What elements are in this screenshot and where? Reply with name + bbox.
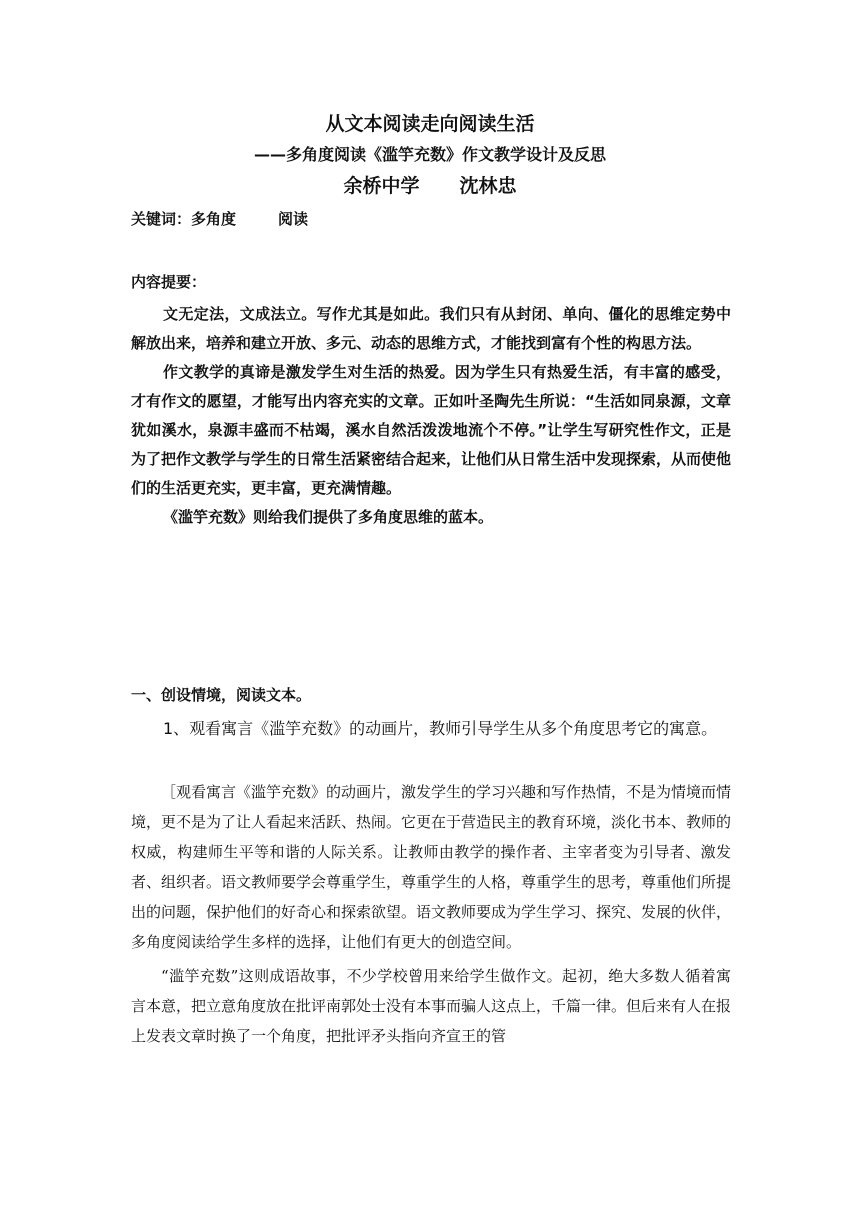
school-name: 余桥中学 bbox=[343, 175, 420, 197]
document-subtitle: ——多角度阅读《滥竽充数》作文教学设计及反思 bbox=[253, 145, 606, 164]
keyword-1: 多角度 bbox=[191, 210, 237, 228]
body-paragraph: “滥竽充数”这则成语故事，不少学校曾用来给学生做作文。起初，绝大多数人循着寓言本意，把立意角度放在批评南郭处士没有本事而骗人这点上，千篇一律。但后来有人在报上发表文章时换了一个角度，把批评矛头指向齐宣王的管 bbox=[131, 967, 732, 1045]
abstract-label: 内容提要： bbox=[131, 273, 207, 291]
body-paragraph: ［观看寓言《滥竽充数》的动画片，激发学生的学习兴趣和写作热情，不是为情境而情境，更不是为了让人看起来活跃、热闹。它更在于营造民主的教育环境，淡化书本、教师的权威，构建师生平等和谐的人际关系。让教师由教学的操作者、主宰者变为引导者、激发者、组织者。语文教师要学会尊重学生，尊重学生的人格，尊重学生的思考，尊重他们所提出的问题，保护他们的好奇心和探索欲望。语文教师要成为学生学习、探究、发展的伙伴，多角度阅读给学生多样的选择，让他们有更大的创造空间。 bbox=[131, 783, 732, 951]
abstract-paragraph: 《滥竽充数》则给我们提供了多角度思维的蓝本。 bbox=[163, 508, 494, 526]
author-name: 沈林忠 bbox=[459, 175, 517, 197]
abstract-paragraph: 作文教学的真谛是激发学生对生活的热爱。因为学生只有热爱生活，有丰富的感受，才有作文的愿望，才能写出内容充实的文章。正如叶圣陶先生所说：“生活如同泉源，文章犹如溪水，泉源丰盛而不枯竭，溪水自然活泼泼地流个不停。”让学生写研究性作文，正是为了把作文教学与学生的日常生活紧密结合起来，让他们从日常生活中发现探索，从而使他们的生活更充实，更丰富，更充满情趣。 bbox=[131, 363, 732, 497]
keywords-label: 关键词： bbox=[131, 210, 192, 228]
abstract-paragraph: 文无定法，文成法立。写作尤其是如此。我们只有从封闭、单向、僵化的思维定势中解放出来，培养和建立开放、多元、动态的思维方式，才能找到富有个性的构思方法。 bbox=[131, 305, 731, 352]
section-heading: 一、创设情境，阅读文本。 bbox=[131, 686, 312, 704]
keywords-line bbox=[131, 207, 731, 231]
keyword-2: 阅读 bbox=[278, 210, 309, 228]
section-body bbox=[131, 777, 731, 1055]
section-item: 1、观看寓言《滥竽充数》的动画片，教师引导学生从多个角度思考它的寓意。 bbox=[163, 719, 718, 738]
author-line bbox=[0, 172, 860, 200]
abstract-body bbox=[131, 300, 731, 532]
document-title: 从文本阅读走向阅读生活 bbox=[325, 113, 535, 135]
